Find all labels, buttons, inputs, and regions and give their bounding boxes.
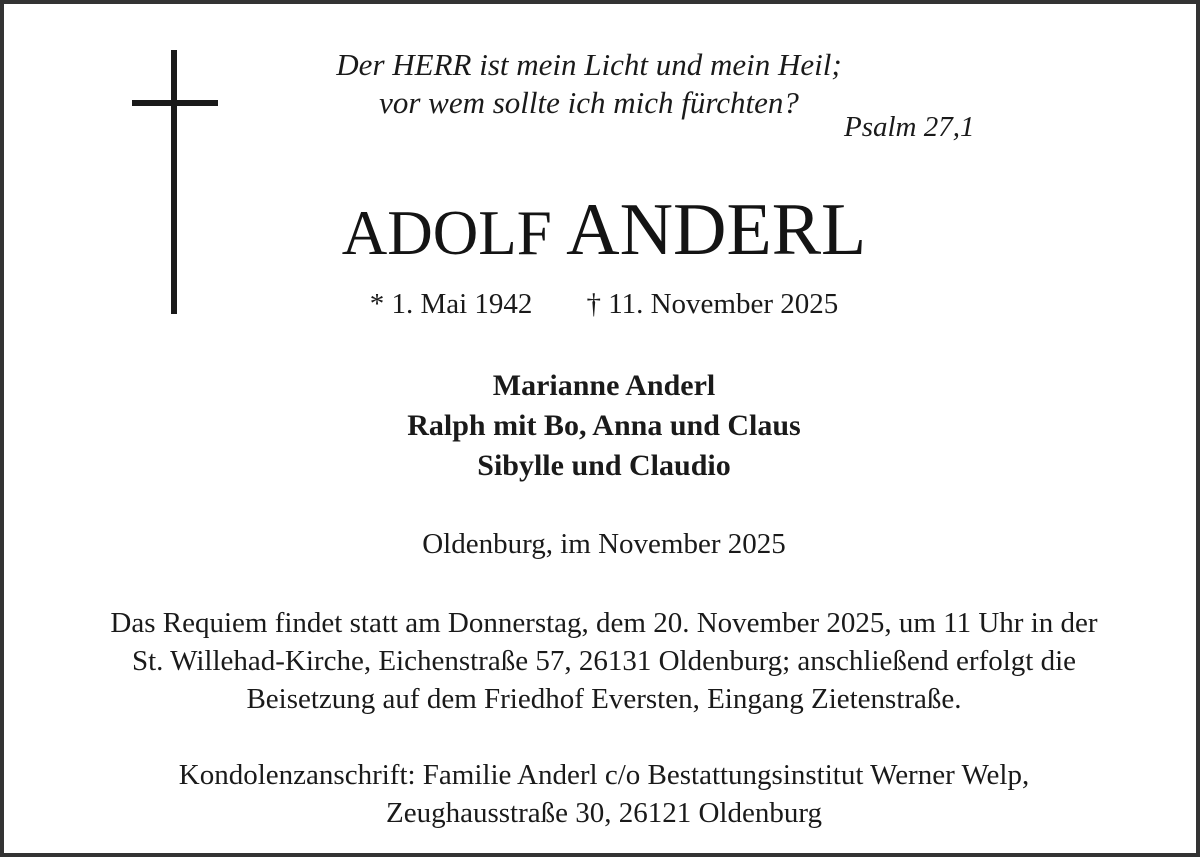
verse-reference: Psalm 27,1 [844, 111, 975, 143]
requiem-line-3: Beisetzung auf dem Friedhof Eversten, Eingang Zietenstraße. [246, 683, 962, 715]
condolence-address [44, 756, 1164, 832]
condolence-line-2: Zeughausstraße 30, 26121 Oldenburg [386, 797, 822, 829]
birth-date: * 1. Mai 1942 [369, 288, 533, 320]
verse-line-1: Der HERR ist mein Licht und mein Heil; [336, 47, 842, 82]
requiem-line-1: Das Requiem findet statt am Donnerstag, dem 20. November 2025, um 11 Uhr in der [110, 607, 1098, 639]
requiem-line-2: St. Willehad-Kirche, Eichenstraße 57, 26131 Oldenburg; anschließend erfolgt die [131, 645, 1077, 677]
condolence-line-1: Kondolenzanschrift: Familie Anderl c/o Bestattungsinstitut Werner Welp, [178, 759, 1030, 791]
cross-vertical-bar [171, 50, 177, 314]
verse-line-2: vor wem sollte ich mich fürchten? [379, 85, 799, 120]
family-member-line: Ralph mit Bo, Anna und Claus [407, 409, 801, 442]
deceased-first-name: ADOLF [341, 198, 552, 268]
requiem-details [44, 604, 1164, 718]
family-member-line: Sibylle und Claudio [477, 449, 731, 482]
place-and-date: Oldenburg, im November 2025 [422, 528, 786, 560]
life-dates [304, 286, 904, 322]
bible-verse [304, 46, 874, 122]
mourning-family [304, 366, 904, 486]
family-member-line: Marianne Anderl [492, 369, 716, 402]
deceased-name [204, 180, 1004, 283]
death-date: † 11. November 2025 [586, 288, 839, 320]
deceased-last-name: ANDERL [566, 189, 867, 271]
cross-horizontal-bar [132, 100, 218, 106]
